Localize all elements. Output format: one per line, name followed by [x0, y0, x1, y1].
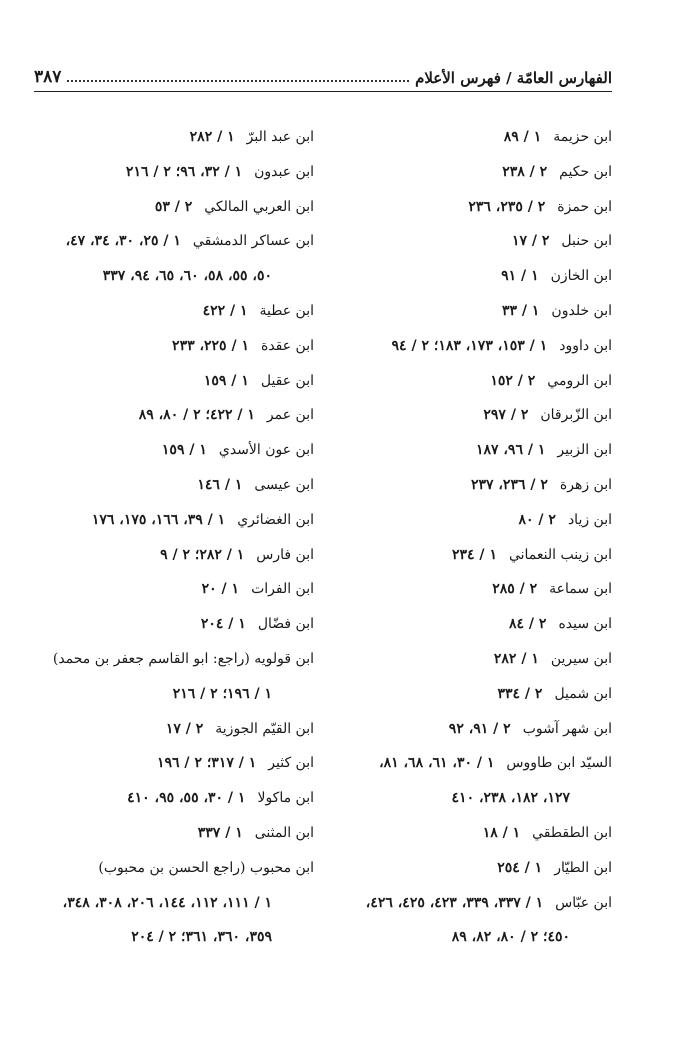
entry-name: ابن عساكر الدمشقي: [192, 233, 314, 250]
index-entry: [34, 503, 314, 538]
index-entry: [34, 190, 314, 225]
entry-reference: ١ / ٣٣٧: [197, 824, 243, 841]
entry-name: ابن عون الأسدي: [218, 442, 314, 459]
index-entry: [34, 364, 314, 399]
entry-name: ابن قولويه (راجع: ابو القاسم جعفر بن محمد): [52, 650, 314, 667]
entry-name: ابن سماعة: [549, 581, 612, 598]
entry-reference: ١ / ٨٩: [503, 129, 542, 145]
entry-name: ابن حنبل: [561, 233, 612, 250]
index-entry: [34, 746, 314, 781]
entry-reference: ٢ / ٣٣٤: [497, 685, 543, 702]
index-entry: [332, 642, 612, 677]
entry-name: ابن القيّم الجوزية: [215, 720, 314, 737]
entry-name: ابن العربي المالكي: [204, 198, 314, 215]
index-entry: [332, 746, 612, 781]
entry-name: ابن حكيم: [559, 163, 612, 180]
index-entry: [34, 538, 314, 573]
entry-name: ابن زياد: [567, 511, 612, 528]
entry-name: ابن زينب النعماني: [508, 546, 612, 563]
entry-name: ابن الغضائري: [237, 511, 314, 528]
entry-reference: ١ / ٣٠، ٥٥، ٩٥، ٤١٠: [127, 790, 246, 807]
entry-name: ابن عقدة: [260, 337, 314, 354]
index-entry: [34, 398, 314, 433]
index-entry-continuation: ٣٥٩، ٣٦٠، ٣٦١؛ ٢ / ٢٠٤: [131, 929, 272, 946]
entry-reference: ١ / ٣٩، ١٦٦، ١٧٥، ١٧٦: [91, 511, 226, 528]
entry-name: ابن ماكولا: [257, 790, 314, 807]
index-entry: [332, 468, 612, 503]
entry-reference: ٢ / ٢٣٨: [502, 163, 548, 180]
entry-name: ابن الخازن: [550, 268, 612, 285]
entry-name: ابن الزّبرقان: [540, 407, 612, 424]
index-entry: [34, 433, 314, 468]
entry-reference: ١ / ٢٨٢: [493, 650, 539, 667]
index-entry: [34, 155, 314, 190]
index-entry-continuation: ٤٥٠؛ ٢ / ٨٠، ٨٢، ٨٩: [451, 929, 570, 946]
index-entry: [332, 224, 612, 259]
entry-name: السيّد ابن طاووس: [506, 755, 612, 772]
entry-reference: ١ / ٢٣٤: [452, 546, 497, 563]
entry-name: ابن المثنى: [254, 824, 314, 841]
entry-name: ابن فارس: [256, 546, 314, 563]
index-entry: [332, 816, 612, 851]
entry-reference: ١ / ٣٣: [501, 302, 540, 319]
header-leader-dots: [67, 79, 409, 82]
page-number: ٣٨٧: [34, 67, 62, 87]
index-entry: [332, 503, 612, 538]
index-entry: [332, 677, 612, 712]
index-entry-continuation: ٥٠، ٥٥، ٥٨، ٦٠، ٦٥، ٩٤، ٣٣٧: [102, 268, 272, 285]
entry-reference: ١ / ٣٠، ٦١، ٦٨، ٨١،: [379, 755, 495, 772]
index-entry: [332, 712, 612, 747]
entry-name: ابن حزيمة: [553, 129, 612, 145]
entry-name: ابن عقيل: [260, 372, 314, 389]
entry-reference: ١ / ١٤٦: [197, 476, 243, 493]
entry-reference: ١ / ٩١: [501, 268, 539, 285]
index-entry: [332, 329, 612, 364]
index-entry: [34, 572, 314, 607]
entry-reference: ١ / ٤٢٢: [202, 302, 248, 319]
index-entry: [332, 398, 612, 433]
entry-name: ابن حمزة: [557, 198, 612, 215]
index-entry: [34, 851, 314, 886]
entry-name: ابن خلدون: [551, 302, 612, 319]
index-entry: [34, 224, 314, 259]
entry-name: ابن داوود: [559, 337, 612, 354]
index-entry: [34, 642, 314, 677]
index-entry: [34, 329, 314, 364]
index-entry-continuation: ١ / ١٩٦؛ ٢ / ٢١٦: [172, 685, 272, 702]
index-column-left: [34, 120, 314, 955]
entry-reference: ١ / ٢٥، ٣٠، ٣٤، ٤٧،: [65, 233, 181, 250]
index-entry: [332, 572, 612, 607]
entry-reference: ١ / ٢٢٥، ٢٣٣: [172, 337, 249, 354]
entry-name: ابن زهرة: [559, 476, 612, 493]
index-entry: [34, 294, 314, 329]
entry-reference: ١ / ٢٨٢؛ ٢ / ٩: [160, 546, 245, 563]
index-entry-continuation: ١ / ١١١، ١١٢، ١٤٤، ٢٠٦، ٣٠٨، ٣٤٨،: [62, 894, 272, 911]
entry-name: ابن الطيّار: [554, 859, 612, 876]
index-entry: [332, 259, 612, 294]
entry-name: ابن عبدون: [254, 163, 314, 180]
entry-reference: ١ / ١٨: [482, 824, 521, 841]
entry-name: ابن كثير: [268, 755, 314, 772]
entry-name: ابن فضّال: [257, 616, 314, 633]
entry-name: ابن عمر: [266, 407, 314, 424]
entry-reference: ٢ / ٩١، ٩٢: [448, 720, 511, 737]
entry-reference: ١ / ٢٨٢: [189, 129, 235, 145]
index-entry: [332, 851, 612, 886]
index-entry: [332, 433, 612, 468]
index-entry: [332, 120, 612, 155]
index-entry: [34, 781, 314, 816]
entry-name: ابن الطقطقي: [532, 824, 612, 841]
entry-name: ابن عبّاس: [555, 894, 612, 911]
entry-name: ابن عبد البرّ: [246, 129, 314, 145]
entry-reference: ٢ / ١٧: [511, 233, 550, 250]
entry-reference: ٢ / ١٥٢: [490, 372, 536, 389]
entry-name: ابن الرومي: [547, 372, 612, 389]
entry-reference: ١ / ١٥٩: [161, 442, 207, 459]
entry-reference: ٢ / ٢٣٥، ٢٣٦: [468, 198, 546, 215]
entry-reference: ١ / ٣٢، ٩٦؛ ٢ / ٢١٦: [125, 163, 243, 180]
index-entry: [34, 468, 314, 503]
entry-reference: ١ / ٢٥٤: [497, 859, 543, 876]
index-entry: [332, 607, 612, 642]
index-entry: [34, 120, 314, 155]
entry-name: ابن محبوب (راجع الحسن بن محبوب): [98, 859, 314, 876]
entry-reference: ٢ / ١٧: [165, 720, 204, 737]
index-entry: [34, 607, 314, 642]
header-title: الفهارس العامّة / فهرس الأعلام: [415, 69, 612, 87]
index-entry: [34, 816, 314, 851]
index-column-right: [332, 120, 612, 955]
entry-name: ابن سيده: [558, 616, 612, 633]
entry-reference: ١ / ٤٢٢؛ ٢ / ٨٠، ٨٩: [138, 407, 255, 424]
entry-reference: ٢ / ٢٨٥: [492, 581, 538, 598]
index-columns: [34, 120, 612, 955]
entry-reference: ٢ / ٨٤: [509, 616, 547, 633]
entry-name: ابن الزبير: [557, 442, 612, 459]
index-entry: [332, 886, 612, 921]
index-entry: [332, 190, 612, 225]
entry-reference: ١ / ٩٦، ١٨٧: [475, 442, 546, 459]
index-entry: [332, 294, 612, 329]
index-entry: [332, 364, 612, 399]
entry-reference: ١ / ٣١٧؛ ٢ / ١٩٦: [157, 755, 257, 772]
entry-name: ابن عيسى: [254, 476, 314, 493]
entry-reference: ١ / ٢٠٤: [200, 616, 246, 633]
entry-reference: ٢ / ٥٣: [154, 198, 193, 215]
page-header: [34, 60, 612, 92]
entry-reference: ١ / ٢٠: [201, 581, 240, 598]
entry-reference: ١ / ٣٣٧، ٣٣٩، ٤٢٣، ٤٢٥، ٤٢٦،: [365, 894, 544, 911]
entry-reference: ٢ / ٢٩٧: [483, 407, 529, 424]
index-entry: [34, 712, 314, 747]
index-entry: [332, 155, 612, 190]
index-entry: [332, 538, 612, 573]
entry-reference: ٢ / ٨٠: [518, 511, 556, 528]
entry-name: ابن شهر آشوب: [522, 720, 612, 737]
entry-reference: ٢ / ٢٣٦، ٢٣٧: [470, 476, 548, 493]
entry-reference: ١ / ١٥٣، ١٧٣، ١٨٣؛ ٢ / ٩٤: [391, 337, 548, 354]
entry-reference: ١ / ١٥٩: [203, 372, 249, 389]
entry-name: ابن عطية: [259, 302, 314, 319]
entry-name: ابن شميل: [554, 685, 612, 702]
index-entry-continuation: ١٢٧، ١٨٢، ٢٣٨، ٤١٠: [451, 790, 570, 807]
entry-name: ابن سيرين: [550, 650, 612, 667]
entry-name: ابن الفرات: [251, 581, 314, 598]
